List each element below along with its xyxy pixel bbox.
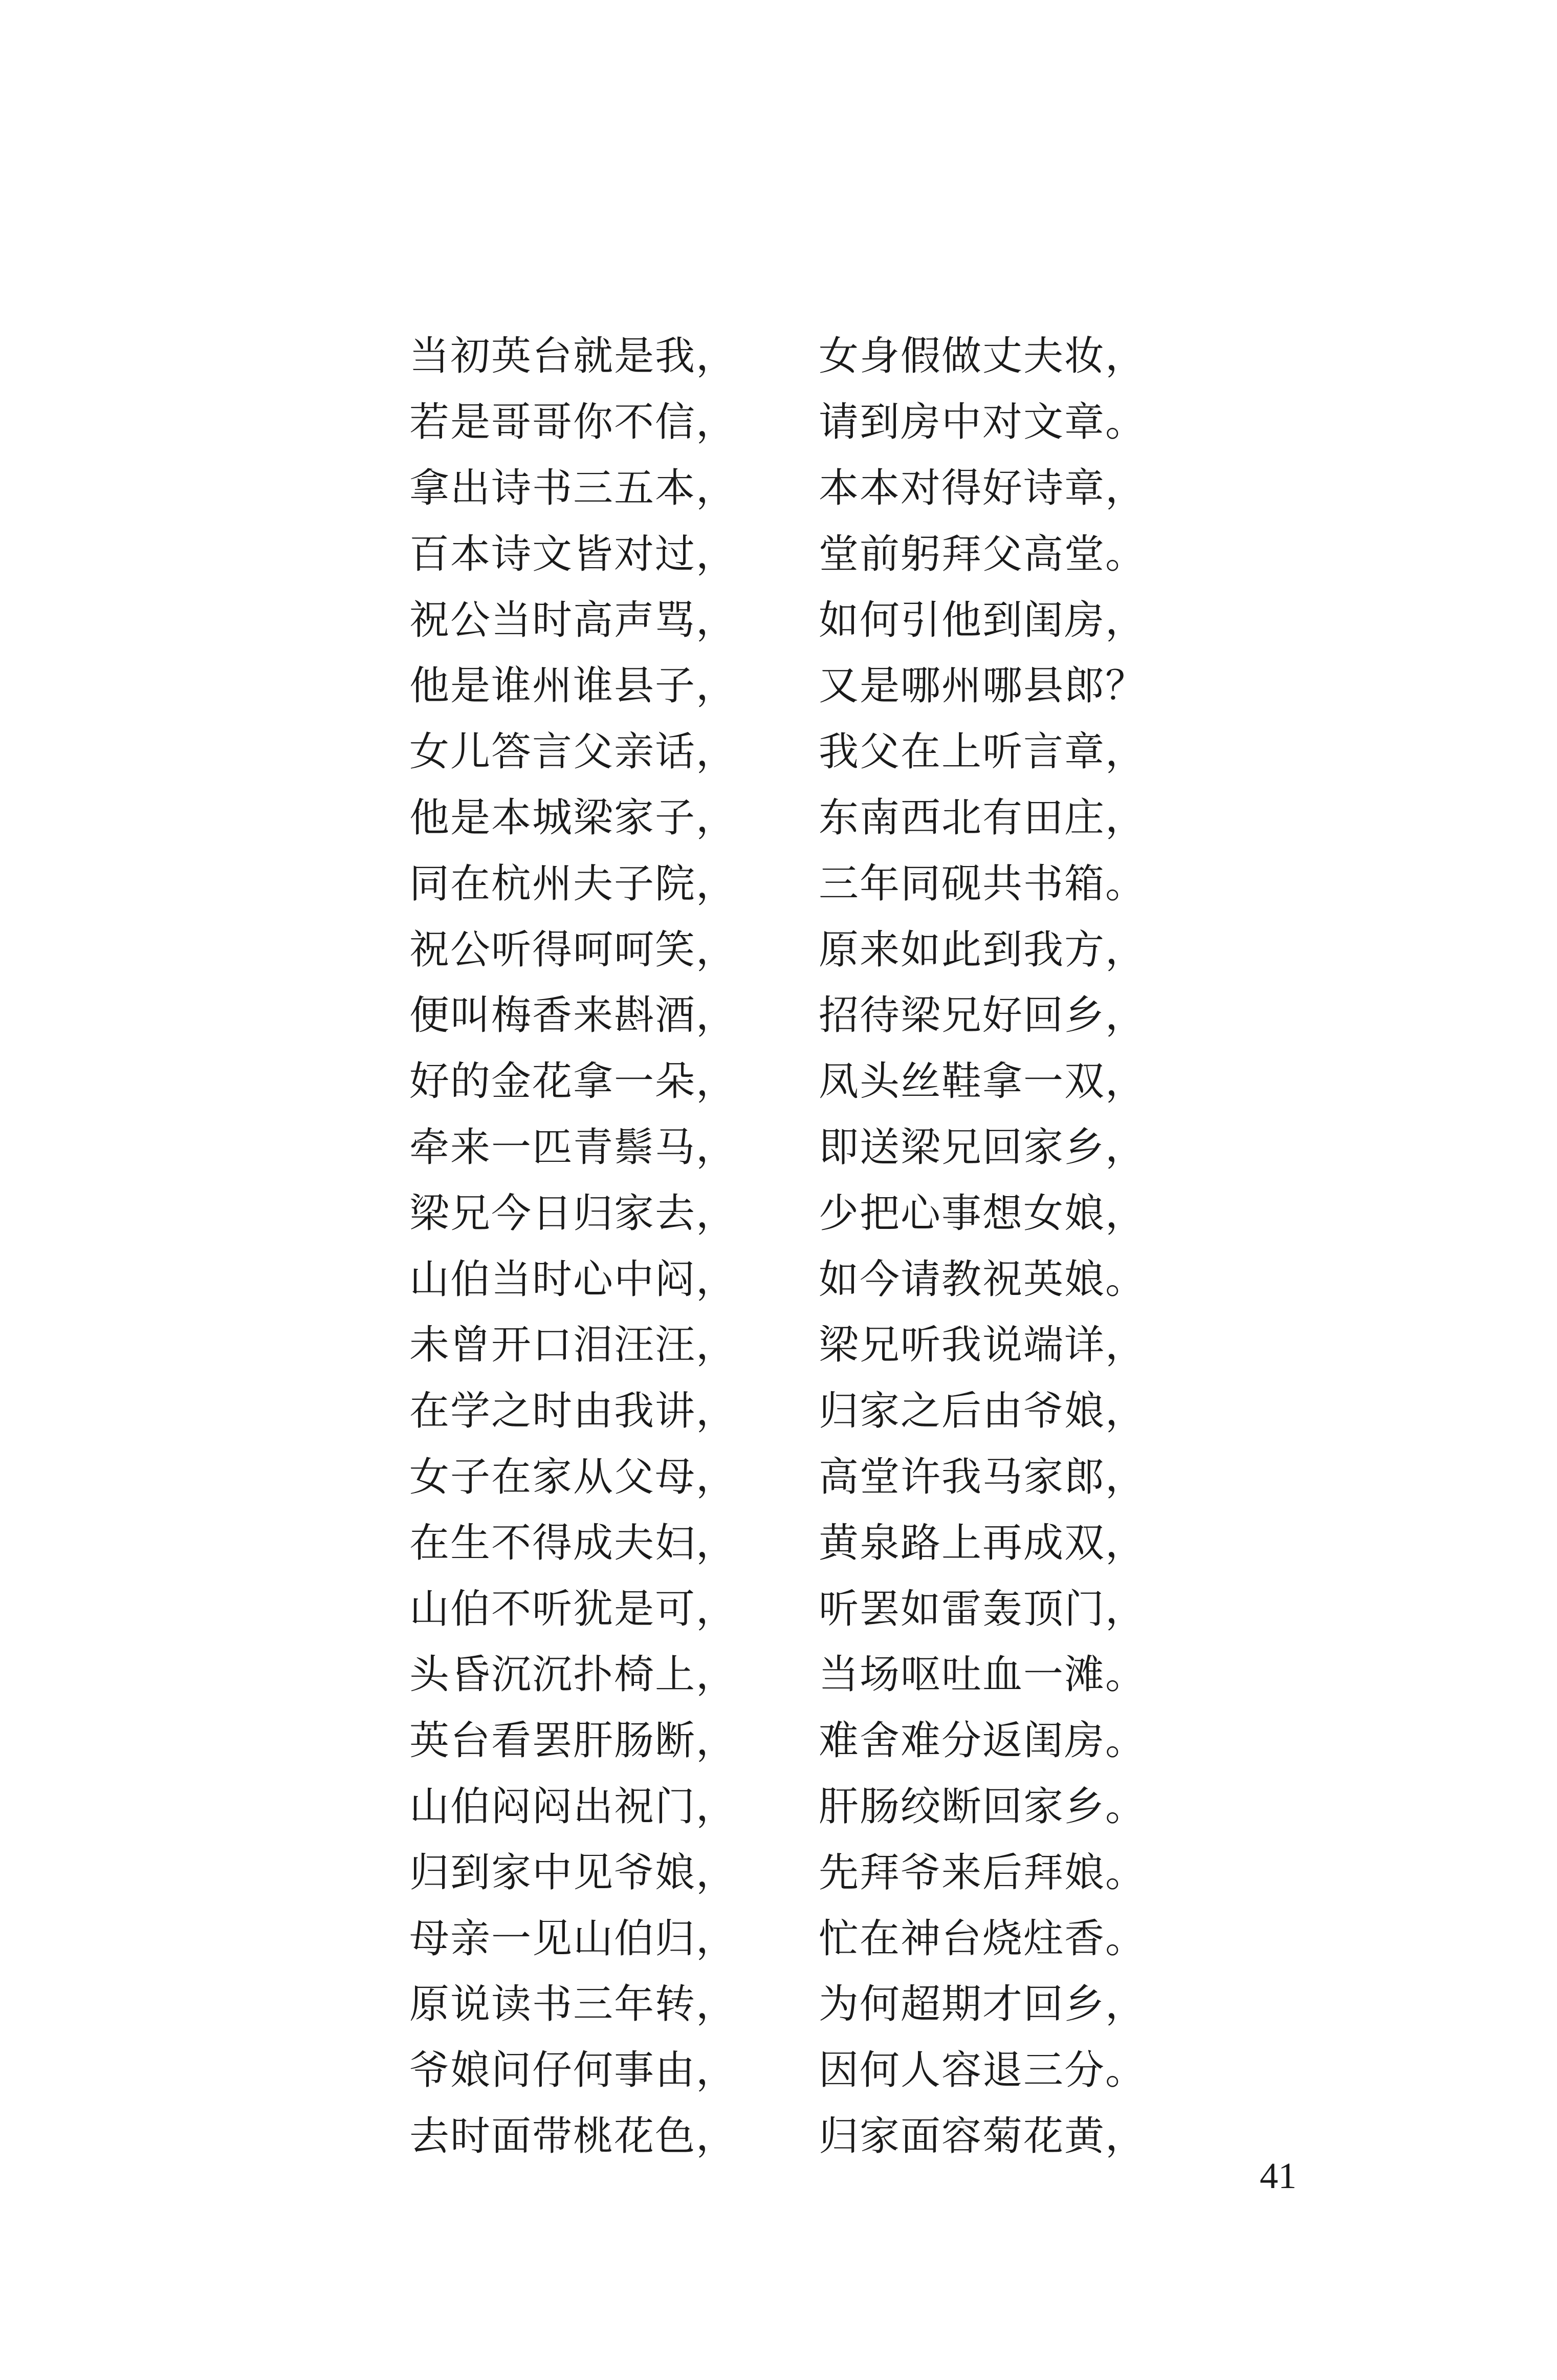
verse-line-right: 如何引他到闺房，	[819, 597, 1147, 643]
verse-line-right: 如今请教祝英娘。	[819, 1256, 1147, 1303]
verse-line-left: 原说读书三年转，	[409, 1981, 737, 2028]
verse-block	[409, 323, 1177, 2169]
verse-row	[409, 851, 1177, 917]
verse-line-left: 牵来一匹青鬃马，	[409, 1124, 737, 1171]
verse-row	[409, 1576, 1177, 1642]
verse-row	[409, 1642, 1177, 1708]
verse-row	[409, 2104, 1177, 2170]
verse-row	[409, 983, 1177, 1049]
verse-line-right: 黄泉路上再成双，	[819, 1520, 1147, 1566]
verse-row	[409, 2038, 1177, 2104]
verse-line-right: 少把心事想女娘，	[819, 1190, 1147, 1237]
verse-line-left: 在生不得成夫妇，	[409, 1520, 737, 1566]
verse-line-right: 因何人容退三分。	[819, 2047, 1147, 2094]
verse-line-left: 若是哥哥你不信，	[409, 399, 737, 446]
verse-line-right: 肝肠绞断回家乡。	[819, 1783, 1147, 1830]
verse-line-left: 山伯当时心中闷，	[409, 1256, 737, 1303]
verse-line-right: 归家之后由爷娘，	[819, 1388, 1147, 1435]
verse-line-right: 先拜爷来后拜娘。	[819, 1849, 1147, 1896]
verse-row	[409, 1312, 1177, 1378]
verse-row	[409, 785, 1177, 851]
verse-row	[409, 1972, 1177, 2038]
verse-line-left: 女子在家从父母，	[409, 1454, 737, 1500]
verse-row	[409, 456, 1177, 522]
verse-line-left: 山伯不听犹是可，	[409, 1586, 737, 1632]
verse-row	[409, 653, 1177, 719]
verse-line-left: 山伯闷闷出祝门，	[409, 1783, 737, 1830]
verse-line-right: 请到房中对文章。	[819, 399, 1147, 446]
verse-line-left: 归到家中见爷娘，	[409, 1849, 737, 1896]
verse-line-right: 三年同砚共书箱。	[819, 860, 1147, 907]
verse-line-left: 梁兄今日归家去，	[409, 1190, 737, 1237]
verse-line-right: 我父在上听言章，	[819, 729, 1147, 775]
verse-line-left: 未曾开口泪汪汪，	[409, 1322, 737, 1369]
verse-line-right: 东南西北有田庄，	[819, 794, 1147, 841]
verse-row	[409, 1774, 1177, 1840]
verse-line-right: 难舍难分返闺房。	[819, 1718, 1147, 1764]
verse-row	[409, 1840, 1177, 1906]
verse-row	[409, 1378, 1177, 1444]
verse-line-left: 爷娘问仔何事由，	[409, 2047, 737, 2094]
verse-line-left: 当初英台就是我，	[409, 333, 737, 380]
verse-line-left: 头昏沉沉扑椅上，	[409, 1652, 737, 1698]
verse-line-left: 他是本城梁家子，	[409, 794, 737, 841]
verse-line-left: 百本诗文皆对过，	[409, 531, 737, 577]
verse-row	[409, 1049, 1177, 1115]
verse-row	[409, 323, 1177, 390]
verse-line-right: 听罢如雷轰顶门，	[819, 1586, 1147, 1632]
page-number: 41	[1260, 2155, 1297, 2196]
verse-line-left: 去时面带桃花色，	[409, 2113, 737, 2159]
verse-row	[409, 587, 1177, 653]
verse-line-right: 忙在神台烧炷香。	[819, 1915, 1147, 1962]
verse-line-left: 女儿答言父亲话，	[409, 729, 737, 775]
verse-line-left: 母亲一见山伯归，	[409, 1915, 737, 1962]
verse-line-left: 祝公听得呵呵笑，	[409, 926, 737, 973]
verse-row	[409, 1115, 1177, 1181]
verse-line-left: 拿出诗书三五本，	[409, 465, 737, 511]
verse-line-right: 梁兄听我说端详，	[819, 1322, 1147, 1369]
verse-line-left: 英台看罢肝肠断，	[409, 1718, 737, 1764]
verse-line-left: 祝公当时高声骂，	[409, 597, 737, 643]
verse-row	[409, 719, 1177, 785]
verse-row	[409, 1180, 1177, 1246]
verse-row	[409, 1246, 1177, 1312]
verse-row	[409, 917, 1177, 983]
verse-row	[409, 1906, 1177, 1972]
verse-line-right: 又是哪州哪县郎？	[819, 663, 1147, 709]
verse-row	[409, 1708, 1177, 1774]
verse-line-right: 女身假做丈夫妆，	[819, 333, 1147, 380]
verse-line-left: 便叫梅香来斟酒，	[409, 992, 737, 1039]
verse-line-right: 堂前躬拜父高堂。	[819, 531, 1147, 577]
verse-line-left: 同在杭州夫子院，	[409, 860, 737, 907]
verse-line-right: 高堂许我马家郎，	[819, 1454, 1147, 1500]
verse-line-right: 本本对得好诗章，	[819, 465, 1147, 511]
verse-line-left: 好的金花拿一朵，	[409, 1058, 737, 1105]
verse-row	[409, 1444, 1177, 1510]
verse-line-right: 凤头丝鞋拿一双，	[819, 1058, 1147, 1105]
verse-row	[409, 521, 1177, 587]
verse-line-right: 即送梁兄回家乡，	[819, 1124, 1147, 1171]
verse-line-right: 当场呕吐血一滩。	[819, 1652, 1147, 1698]
verse-line-right: 归家面容菊花黄，	[819, 2113, 1147, 2159]
verse-line-right: 原来如此到我方，	[819, 926, 1147, 973]
verse-row	[409, 390, 1177, 456]
verse-line-left: 他是谁州谁县子，	[409, 663, 737, 709]
verse-line-left: 在学之时由我讲，	[409, 1388, 737, 1435]
verse-line-right: 招待梁兄好回乡，	[819, 992, 1147, 1039]
verse-line-right: 为何超期才回乡，	[819, 1981, 1147, 2028]
verse-row	[409, 1510, 1177, 1576]
